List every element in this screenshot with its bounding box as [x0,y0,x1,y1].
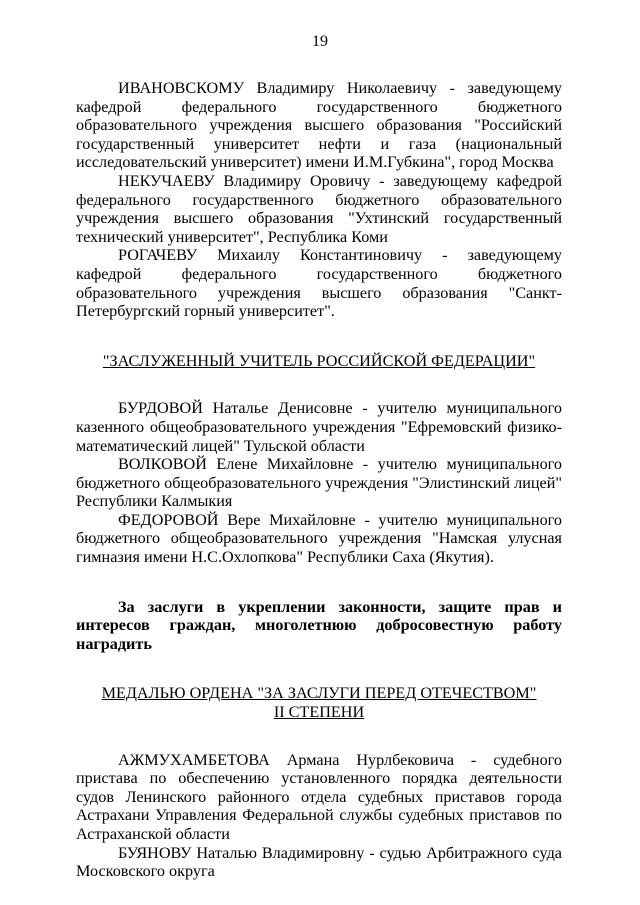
award-entry-buyanova: БУЯНОВУ Наталью Владимировну - судью Арбитражного суда Московского округа [76,843,562,881]
award-statement: За заслуги в укреплении законности, защите прав и интересов граждан, многолетнюю добросовестную работу наградить [76,597,562,653]
spacer [76,567,562,598]
page-number: 19 [312,33,328,50]
section-heading-medal: МЕДАЛЬЮ ОРДЕНА "ЗА ЗАСЛУГИ ПЕРЕД ОТЕЧЕСТВОМ" [101,684,537,703]
award-entry-ivanovsky: ИВАНОВСКОМУ Владимиру Николаевичу - заведующему кафедрой федерального государственного бюджетного образовательного учреждения высшего образования "Российский государственный университет нефти и газа (национальный исследовательский университет) имени И.М.Губкина", город Москва [76,79,562,172]
spacer [76,653,562,684]
section-heading-honored-teacher: "ЗАСЛУЖЕННЫЙ УЧИТЕЛЬ РОССИЙСКОЙ ФЕДЕРАЦИИ" [102,351,536,370]
award-entry-fedorova: ФЕДОРОВОЙ Вере Михайловне - учителю муниципального бюджетного общеобразовательного учреждения "Намская улусная гимназия имени Н.С.Охлопкова" Республики Саха (Якутия). [76,510,562,567]
award-entry-azhmukhambetov: АЖМУХАМБЕТОВА Армана Нурлбековича - судебного пристава по обеспечению установленного порядка деятельности судов Ленинского районного отдела судебных приставов города Астрахани Управления Федеральной службы судебных приставов по Астраханской области [76,750,562,843]
award-entry-volkova: ВОЛКОВОЙ Елене Михайловне - учителю муниципального бюджетного общеобразовательного учреждения "Элистинский лицей" Республики Калмыкия [76,455,562,511]
spacer [76,370,562,399]
section-heading-medal-degree: II СТЕПЕНИ [273,703,365,722]
spacer [76,321,562,352]
spacer [76,722,562,751]
document-body [76,79,562,881]
award-entry-burdova: БУРДОВОЙ Наталье Денисовне - учителю муниципального казенного общеобразовательного учреждения "Ефремовский физико-математический лицей" Тульской области [76,399,562,455]
award-entry-nekuchaev: НЕКУЧАЕВУ Владимиру Оровичу - заведующему кафедрой федерального государственного бюджетного образовательного учреждения высшего образования "Ухтинский государственный технический университет", Республика Коми [76,171,562,246]
award-entry-rogachev: РОГАЧЕВУ Михаилу Константиновичу - заведующему кафедрой федерального государственного бюджетного образовательного учреждения высшего образования "Санкт-Петербургский горный университет". [76,246,562,321]
